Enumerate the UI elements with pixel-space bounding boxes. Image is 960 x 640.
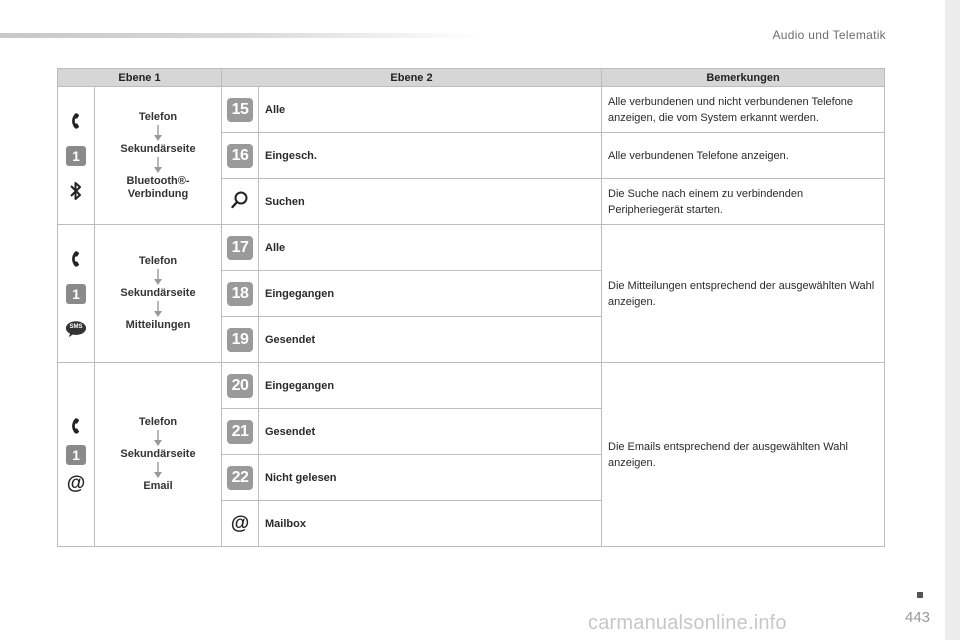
level2-label: Eingegangen [259,363,602,409]
column-header-level2: Ebene 2 [222,69,602,87]
header-gradient-bar [0,33,480,38]
column-header-level1: Ebene 1 [58,69,222,87]
sms-icon [65,318,87,340]
table-header-row [58,69,885,87]
phone-handset-icon [65,415,87,437]
path-step: Bluetooth®-Verbindung [126,174,190,200]
path-step: Telefon [138,416,178,428]
search-icon [230,190,250,210]
level2-number-cell [222,225,259,271]
level2-number-cell [222,409,259,455]
email-at-icon: @ [66,472,86,494]
arrow-down-icon [153,125,163,142]
menu-number-badge: 21 [227,420,253,444]
level2-number-cell [222,271,259,317]
level1-path [95,87,222,225]
level2-label: Eingegangen [259,271,602,317]
level2-number-cell [222,87,259,133]
watermark: carmanualsonline.info [588,612,787,634]
bluetooth-icon [65,180,87,202]
remark-text: Die Mitteilungen entsprechend der ausgewählten Wahl anzeigen. [602,225,885,363]
menu-number-badge: 17 [227,236,253,260]
page-number: 443 [905,609,931,626]
level-badge: 1 [66,445,86,465]
arrow-down-icon [153,301,163,318]
menu-number-badge: 20 [227,374,253,398]
page-marker [917,592,923,598]
level2-label: Alle [259,225,602,271]
arrow-down-icon [153,462,163,479]
page-edge-strip [945,0,960,640]
level2-icon-cell [222,501,259,547]
level1-path [95,225,222,363]
table-row [58,225,885,271]
path-step: Sekundärseite [120,448,196,460]
remark-text: Alle verbundenen und nicht verbundenen Telefone anzeigen, die vom System erkannt werden. [602,87,885,133]
path-step: Sekundärseite [120,287,196,299]
path-step: Email [143,480,173,492]
menu-table [57,68,885,547]
level2-label: Gesendet [259,409,602,455]
level2-number-cell [222,317,259,363]
level2-number-cell [222,363,259,409]
level2-label: Suchen [259,179,602,225]
section-title: Audio und Telematik [772,28,886,42]
arrow-down-icon [153,157,163,174]
menu-number-badge: 15 [227,98,253,122]
level2-label: Nicht gelesen [259,455,602,501]
path-step: Telefon [138,255,178,267]
level2-label: Mailbox [259,501,602,547]
remark-text: Die Emails entsprechend der ausgewählten Wahl anzeigen. [602,363,885,547]
menu-number-badge: 22 [227,466,253,490]
phone-handset-icon [65,110,87,132]
level2-label: Eingesch. [259,133,602,179]
level1-path [95,363,222,547]
path-step: Telefon [138,110,178,123]
arrow-down-icon [153,269,163,286]
phone-handset-icon [65,248,87,270]
table-row [58,363,885,409]
level2-label: Alle [259,87,602,133]
path-step: Sekundärseite [120,142,196,155]
remark-text: Alle verbundenen Telefone anzeigen. [602,133,885,179]
menu-number-badge: 16 [227,144,253,168]
path-step: Mitteilungen [125,319,191,331]
menu-number-badge: 18 [227,282,253,306]
column-header-remarks: Bemerkungen [602,69,885,87]
remark-text: Die Suche nach einem zu verbindenden Peripheriegerät starten. [602,179,885,225]
arrow-down-icon [153,430,163,447]
level2-number-cell [222,133,259,179]
table-row [58,87,885,133]
level2-label: Gesendet [259,317,602,363]
level-badge: 1 [66,284,86,304]
menu-number-badge: 19 [227,328,253,352]
level-badge: 1 [66,146,86,166]
sms-label: SMS [69,324,83,330]
email-at-icon: @ [230,512,250,534]
level1-icons [58,87,95,225]
level1-icons [58,225,95,363]
level1-icons [58,363,95,547]
level2-number-cell [222,455,259,501]
level2-icon-cell [222,179,259,225]
